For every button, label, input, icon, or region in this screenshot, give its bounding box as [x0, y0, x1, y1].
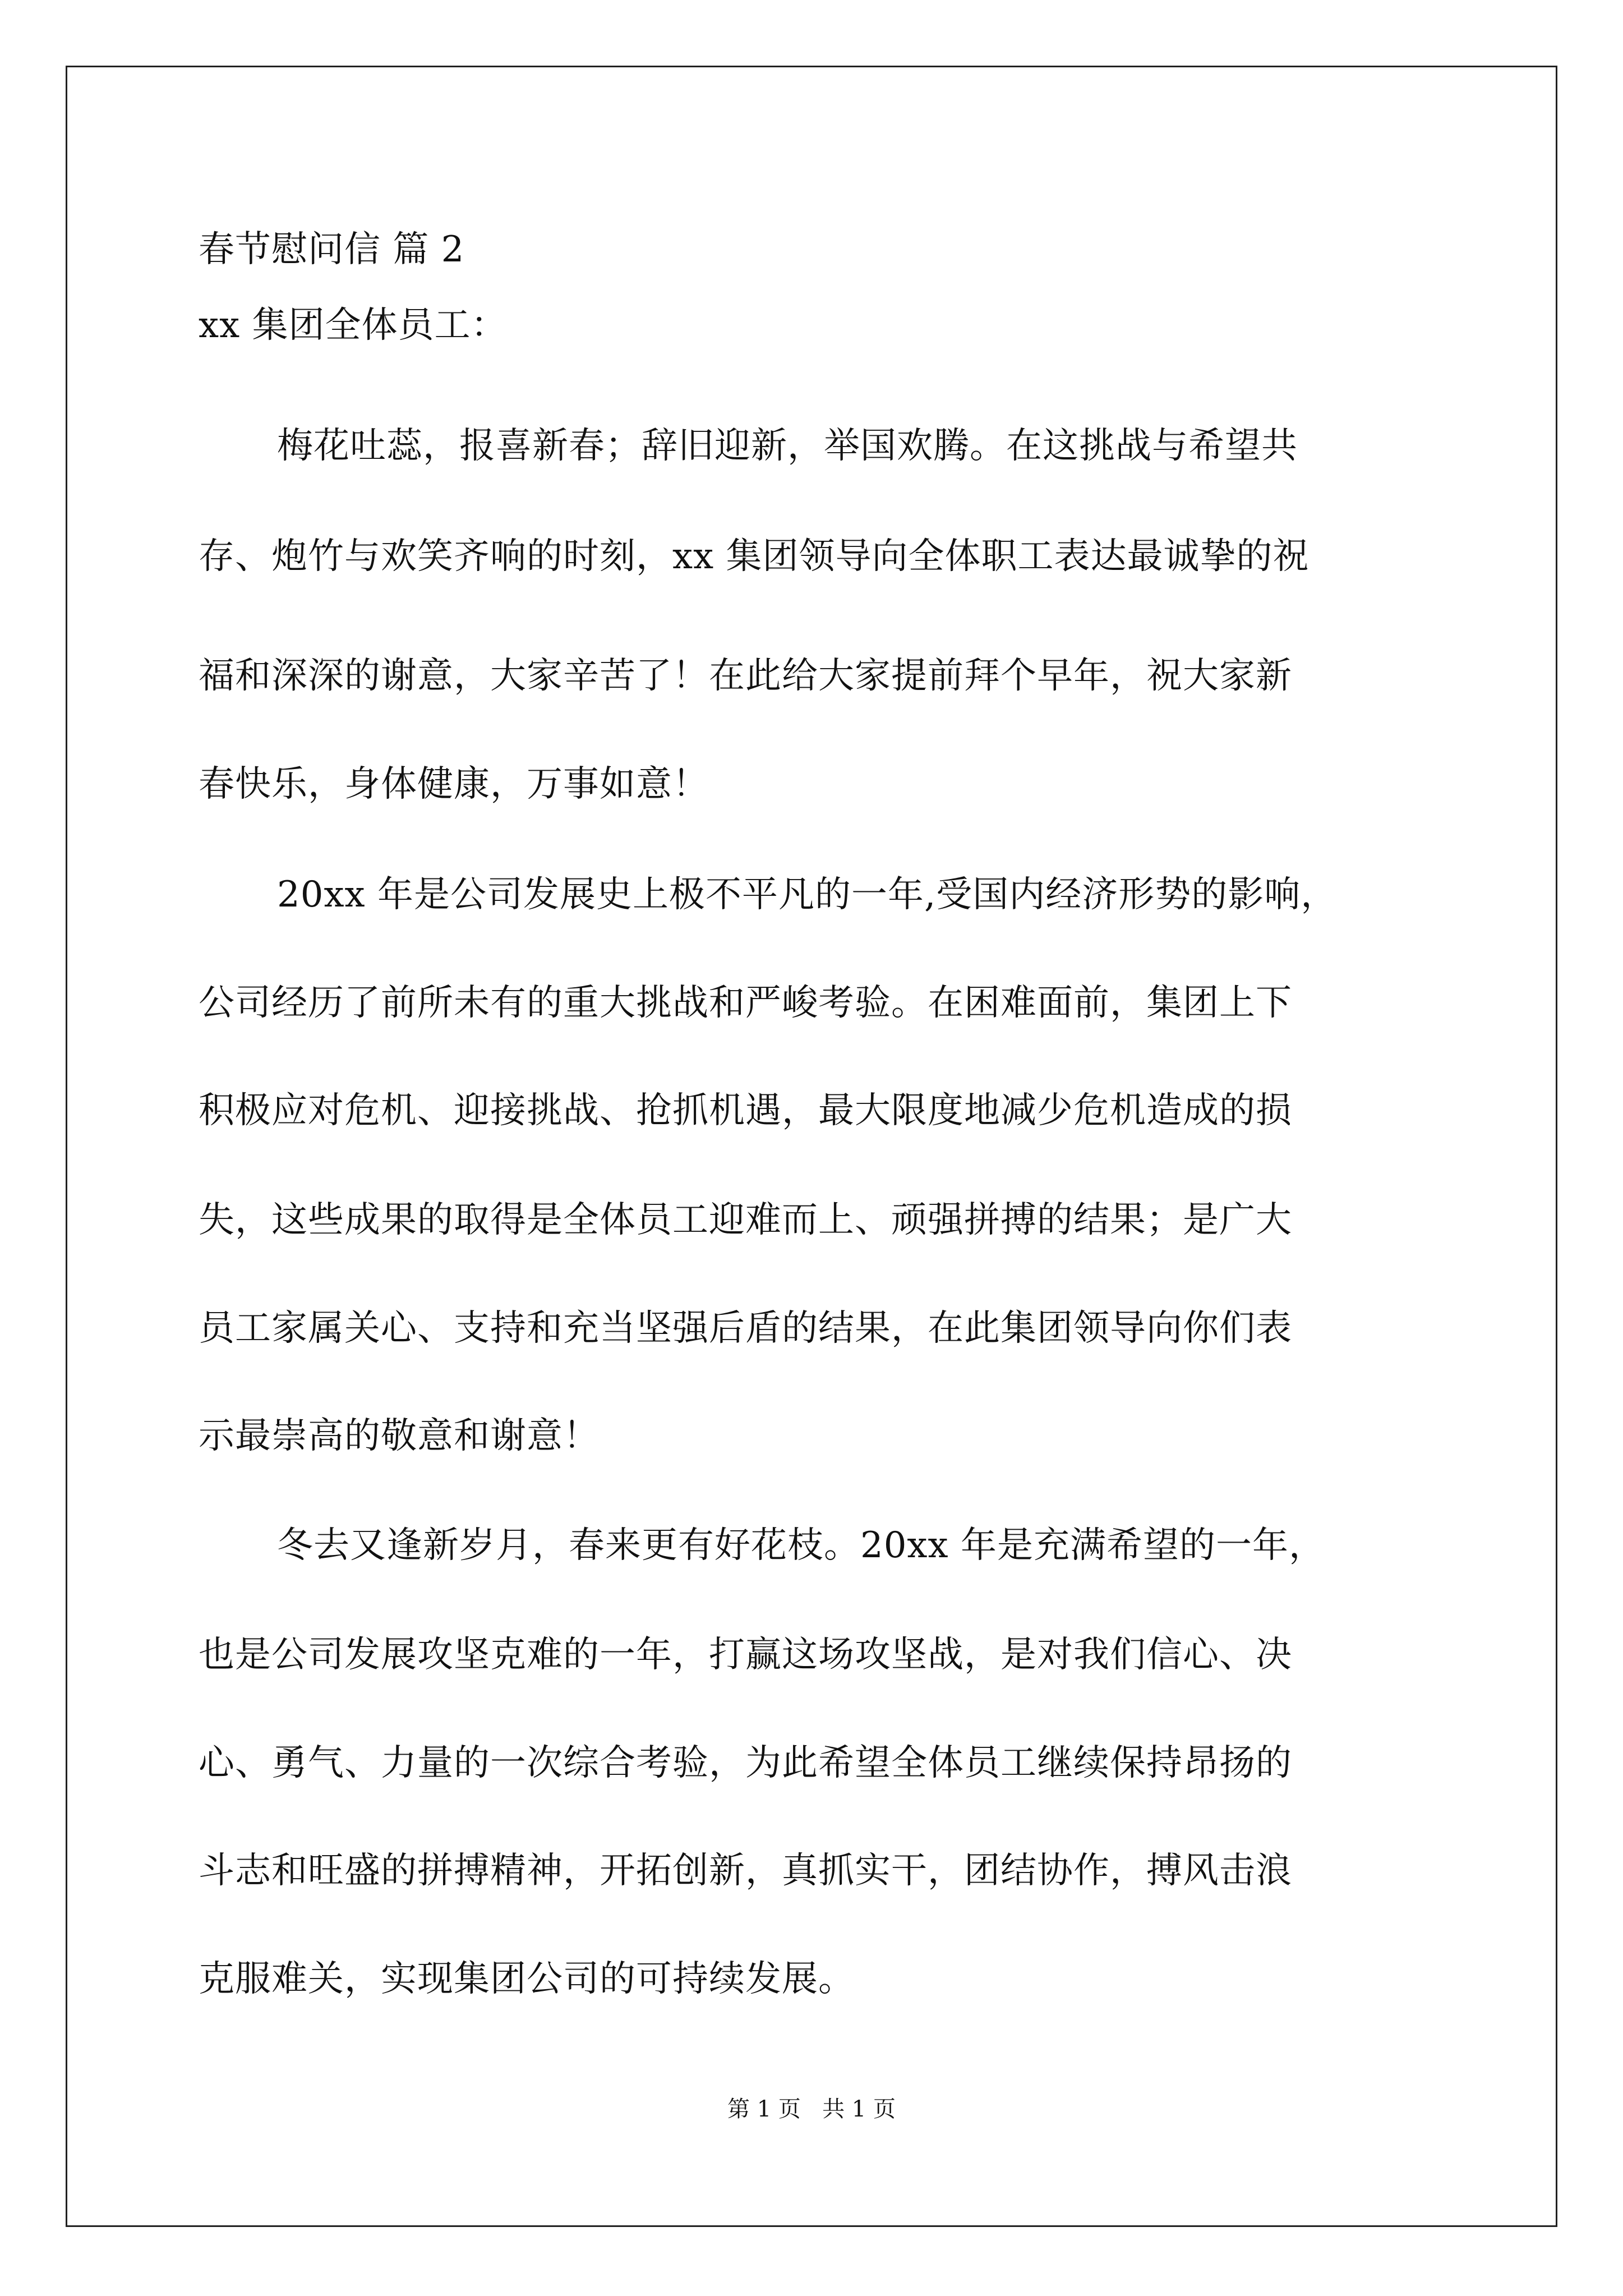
paragraph-2-line-4: 失，这些成果的取得是全体员工迎难而上、顽强拼搏的结果；是广大: [199, 1199, 1292, 1241]
paragraph-2-line-1: 20xx 年是公司发展史上极不平凡的一年,受国内经济形势的影响，: [277, 874, 1338, 915]
paragraph-1-line-3: 福和深深的谢意，大家辛苦了！在此给大家提前拜个早年，祝大家新: [199, 655, 1292, 697]
paragraph-3-line-1: 冬去又逢新岁月，春来更有好花枝。20xx 年是充满希望的一年，: [277, 1525, 1325, 1566]
paragraph-2-line-5: 员工家属关心、支持和充当坚强后盾的结果，在此集团领导向你们表: [199, 1308, 1292, 1349]
paragraph-2-line-2: 公司经历了前所未有的重大挑战和严峻考验。在困难面前，集团上下: [199, 982, 1292, 1024]
document-title: 春节慰问信 篇 2: [199, 229, 465, 270]
paragraph-3-line-5: 克服难关，实现集团公司的可持续发展。: [199, 1958, 855, 2000]
paragraph-1-line-2: 存、炮竹与欢笑齐响的时刻，xx 集团领导向全体职工表达最诚挚的祝: [199, 536, 1310, 577]
page-border: [66, 66, 1557, 2227]
paragraph-3-line-3: 心、勇气、力量的一次综合考验，为此希望全体员工继续保持昂扬的: [199, 1742, 1292, 1784]
salutation: xx 集团全体员工：: [199, 305, 508, 346]
paragraph-3-line-4: 斗志和旺盛的拼搏精神，开拓创新，真抓实干，团结协作，搏风击浪: [199, 1850, 1292, 1892]
paragraph-2-line-3: 积极应对危机、迎接挑战、抢抓机遇，最大限度地减少危机造成的损: [199, 1090, 1292, 1131]
page-number-footer: 第 1 页 共 1 页: [727, 2096, 896, 2122]
paragraph-2-line-6: 示最崇高的敬意和谢意！: [199, 1415, 600, 1457]
paragraph-3-line-2: 也是公司发展攻坚克难的一年，打赢这场攻坚战，是对我们信心、决: [199, 1634, 1292, 1676]
paragraph-1-line-4: 春快乐，身体健康，万事如意！: [199, 763, 709, 805]
paragraph-1-line-1: 梅花吐蕊，报喜新春；辞旧迎新，举国欢腾。在这挑战与希望共: [277, 425, 1298, 467]
